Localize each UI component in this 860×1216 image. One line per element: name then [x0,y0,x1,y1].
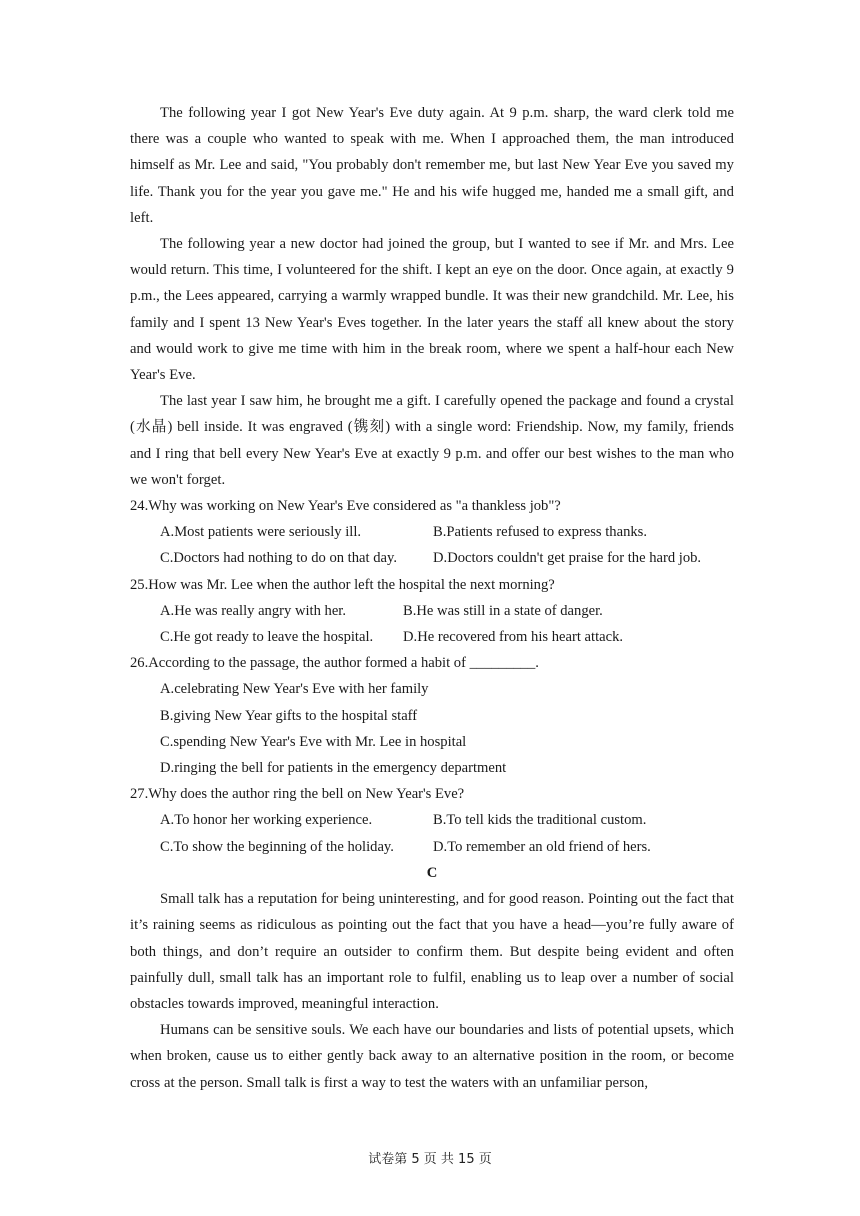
option-d: D.ringing the bell for patients in the emergency department [160,760,507,777]
question-25-stem: 25.How was Mr. Lee when the author left the hospital the next morning? [130,576,555,593]
option-a: A.Most patients were seriously ill. [160,524,362,541]
document-body [130,100,734,1096]
paragraph: The last year I saw him, he brought me a gift. I carefully opened the package and found a crystal (水晶) bell inside. It was engraved (镌刻) with a single word: Friendship. Now, my family, friends and I ring that bell every New Year's Eve at exactly 9 p.m. and offer our best wishes to the man who we won't forget. [130,393,734,488]
option-d: D.He recovered from his heart attack. [403,629,624,646]
question-24-options [160,519,734,571]
question-25-options [160,598,734,650]
option-c: C.To show the beginning of the holiday. [160,838,394,855]
option-a: A.He was really angry with her. [160,602,347,619]
paragraph: The following year a new doctor had joined the group, but I wanted to see if Mr. and Mrs. Lee would return. This time, I volunteered for the shift. I kept an eye on the door. Once again, at exactly 9 p.m., the Lees appeared, carrying a warmly wrapped bundle. It was their new grandchild. Mr. Lee, his family and I spent 13 New Year's Eves together. In the later years the staff all knew about the story and would work to give me time with him in the break room, where we spent a half-hour each New Year's Eve. [130,236,734,384]
option-d: D.Doctors couldn't get praise for the hard job. [433,550,702,567]
page-footer: 试卷第 5 页 共 15 页 [368,1152,492,1167]
option-b: B.Patients refused to express thanks. [433,524,648,541]
option-d: D.To remember an old friend of hers. [433,838,651,855]
paragraph: The following year I got New Year's Eve duty again. At 9 p.m. sharp, the ward clerk told me there was a couple who wanted to speak with me. When I approached them, the man introduced himself as Mr. Lee and said, "You probably don't remember me, but last New Year Eve you saved my life. Thank you for the year you gave me." He and his wife hugged me, handed me a small gift, and left. [130,105,734,226]
option-a: A.celebrating New Year's Eve with her family [160,681,429,698]
paragraph: Small talk has a reputation for being uninteresting, and for good reason. Pointing out the fact that it’s raining seems as ridiculous as pointing out the fact that you have a head—you’re fully aware of both things, and don’t require an outsider to confirm them. But despite being evident and often painfully dull, small talk has an important role to fulfil, enabling us to leap over a number of social obstacles towards improved, meaningful interaction. [130,891,734,1012]
option-b: B.giving New Year gifts to the hospital staff [160,707,418,724]
question-24-stem: 24.Why was working on New Year's Eve considered as "a thankless job"? [130,498,561,515]
question-26-stem: 26.According to the passage, the author formed a habit of _________. [130,655,539,672]
question-27-options [160,807,734,859]
question-26-options [160,676,734,781]
option-c: C.He got ready to leave the hospital. [160,629,374,646]
paragraph: Humans can be sensitive souls. We each have our boundaries and lists of potential upsets, which when broken, cause us to either gently back away to an alternative position in the room, or become cross at the person. Small talk is first a way to test the waters with an unfamiliar person, [130,1022,734,1091]
question-27-stem: 27.Why does the author ring the bell on New Year's Eve? [130,786,465,803]
section-heading: C [426,864,438,881]
option-b: B.To tell kids the traditional custom. [433,812,647,829]
option-c: C.spending New Year's Eve with Mr. Lee in hospital [160,733,467,750]
option-b: B.He was still in a state of danger. [403,602,603,619]
option-a: A.To honor her working experience. [160,812,373,829]
option-c: C.Doctors had nothing to do on that day. [160,550,397,567]
